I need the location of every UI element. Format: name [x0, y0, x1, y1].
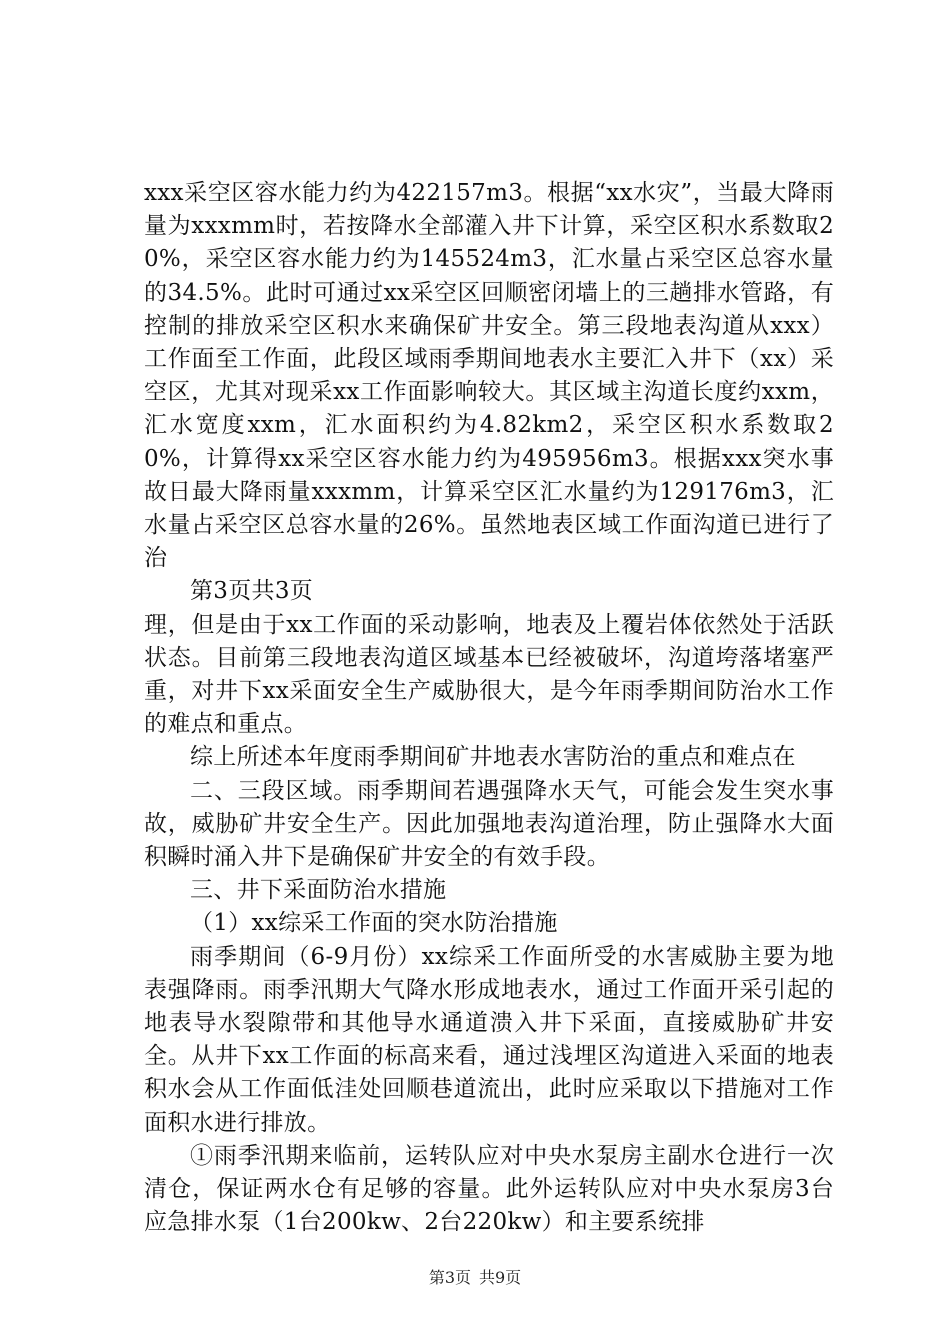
paragraph-section-two-three: 二、三段区域。雨季期间若遇强降水天气，可能会发生突水事故，威胁矿井安全生产。因此加强地表沟道治理，防止强降水大面积瞬时涌入井下是确保矿井安全的有效手段。: [144, 777, 834, 871]
paragraph-rainy-season: 雨季期间（6-9月份）xx综采工作面所受的水害威胁主要为地表强降雨。雨季汛期大气降水形成地表水，通过工作面开采引起的地表导水裂隙带和其他导水通道溃入井下采面，直接威胁矿井安全。从井下xx工作面的标高来看，通过浅埋区沟道进入采面的地表积水会从工作面低洼处回顺巷道流出，此时应采取以下措施对工作面积水进行排放。: [144, 943, 834, 1136]
footer-page-number: 第3页: [428, 1268, 471, 1287]
paragraph-summary: 综上所述本年度雨季期间矿井地表水害防治的重点和难点在: [190, 744, 796, 771]
paragraph-inline-page-marker: 第3页共3页: [190, 578, 314, 605]
page-footer: [0, 1268, 950, 1288]
document-body: [144, 177, 834, 1240]
paragraph-continuation: 理，但是由于xx工作面的采动影响，地表及上覆岩体依然处于活跃状态。目前第三段地表沟道区域基本已经被破坏，沟道垮落堵塞严重，对井下xx采面安全生产威胁很大，是今年雨季期间防治水工作的难点和重点。: [144, 611, 834, 738]
footer-total-pages: 共9页: [479, 1268, 522, 1287]
heading-subsection-one: （1）xx综采工作面的突水防治措施: [190, 910, 558, 937]
paragraph-measure-one: ①雨季汛期来临前，运转队应对中央水泵房主副水仓进行一次清仓，保证两水仓有足够的容量。此外运转队应对中央水泵房3台应急排水泵（1台200kw、2台220kw）和主要系统排: [144, 1142, 834, 1236]
heading-section-three: 三、井下采面防治水措施: [190, 877, 447, 904]
paragraph-water-capacity: xxx采空区容水能力约为422157m3。根据“xx水灾”，当最大降雨量为xxxmm时，若按降水全部灌入井下计算，采空区积水系数取20%，采空区容水能力约为145524m3，汇水量占采空区总容水量的34.5%。此时可通过xx采空区回顺密闭墙上的三趟排水管路，有控制的排放采空区积水来确保矿井安全。第三段地表沟道从xxx）工作面至工作面，此段区域雨季期间地表水主要汇入井下（xx）采空区，尤其对现采xx工作面影响较大。其区域主沟道长度约xxm，汇水宽度xxm，汇水面积约为4.82km2，采空区积水系数取20%，计算得xx采空区容水能力约为495956m3。根据xxx突水事故日最大降雨量xxxmm，计算采空区汇水量约为129176m3，汇水量占采空区总容水量的26%。虽然地表区域工作面沟道已进行了治: [144, 180, 834, 572]
